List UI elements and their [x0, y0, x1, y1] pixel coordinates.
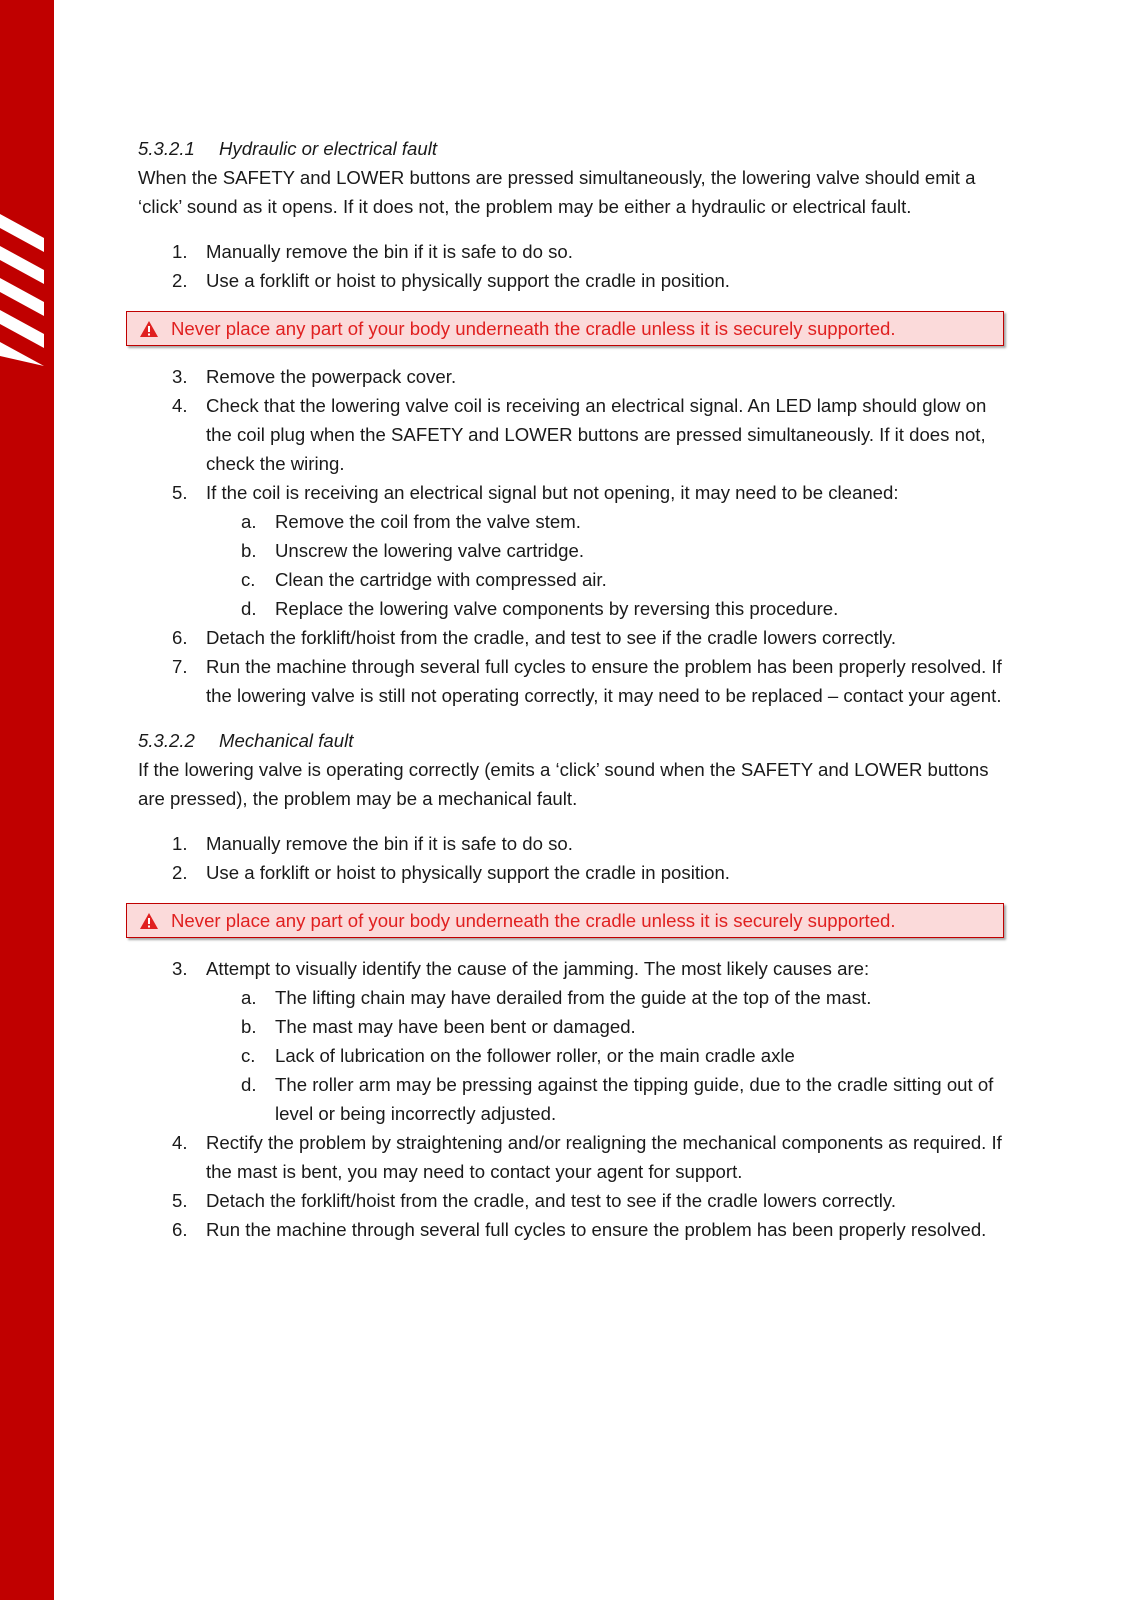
steps-list	[138, 237, 1008, 295]
list-item: 3. Remove the powerpack cover.	[172, 366, 457, 387]
list-item: 7. Run the machine through several full cycles to ensure the problem has been properly resolved. If the lowering valve is still not operating correctly, it may need to be replaced – contact your agent.	[172, 656, 1002, 706]
sub-list-item: b. Unscrew the lowering valve cartridge.	[241, 540, 584, 561]
sub-list-item: b. The mast may have been bent or damaged.	[241, 1016, 636, 1037]
warning-triangle-icon	[139, 320, 159, 338]
document-body	[138, 134, 1008, 1244]
section-heading-mechanical	[138, 726, 1008, 755]
diagonal-stripes-decoration	[0, 214, 44, 366]
list-item: 3. Attempt to visually identify the cause of the jamming. The most likely causes are:	[172, 958, 870, 979]
list-item: 6. Run the machine through several full cycles to ensure the problem has been properly resolved.	[172, 1219, 987, 1240]
list-item: 1. Manually remove the bin if it is safe to do so.	[172, 833, 573, 854]
section-intro: When the SAFETY and LOWER buttons are pressed simultaneously, the lowering valve should emit a ‘click’ sound as it opens. If it does not, the problem may be either a hydraulic or electrical fault.	[138, 167, 976, 217]
section-number: 5.3.2.1	[138, 138, 195, 159]
warning-text: Never place any part of your body underneath the cradle unless it is securely supported.	[171, 318, 896, 339]
list-item: 1. Manually remove the bin if it is safe to do so.	[172, 241, 573, 262]
steps-list	[138, 362, 1008, 710]
warning-box	[126, 903, 1004, 938]
steps-list	[138, 954, 1008, 1244]
sub-list-item: d. Replace the lowering valve components by reversing this procedure.	[241, 598, 839, 619]
section-heading-hydraulic	[138, 134, 1008, 163]
sub-list-item: a. Remove the coil from the valve stem.	[241, 511, 581, 532]
section-number: 5.3.2.2	[138, 730, 195, 751]
sub-list-item: c. Lack of lubrication on the follower roller, or the main cradle axle	[241, 1045, 795, 1066]
list-item: 4. Rectify the problem by straightening and/or realigning the mechanical components as required. If the mast is bent, you may need to contact your agent for support.	[172, 1132, 1002, 1182]
warning-text: Never place any part of your body underneath the cradle unless it is securely supported.	[171, 910, 896, 931]
steps-list	[138, 829, 1008, 887]
list-item: 5. Detach the forklift/hoist from the cradle, and test to see if the cradle lowers correctly.	[172, 1190, 896, 1211]
sub-list-item: d. The roller arm may be pressing against the tipping guide, due to the cradle sitting out of level or being incorrectly adjusted.	[241, 1074, 994, 1124]
list-item: 6. Detach the forklift/hoist from the cradle, and test to see if the cradle lowers correctly.	[172, 627, 896, 648]
list-item: 2. Use a forklift or hoist to physically support the cradle in position.	[172, 862, 730, 883]
section-title: Mechanical fault	[219, 730, 354, 751]
section-title: Hydraulic or electrical fault	[219, 138, 438, 159]
warning-triangle-icon	[139, 912, 159, 930]
list-item: 5. If the coil is receiving an electrical signal but not opening, it may need to be cleaned:	[172, 482, 899, 503]
warning-box	[126, 311, 1004, 346]
list-item: 4. Check that the lowering valve coil is receiving an electrical signal. An LED lamp should glow on the coil plug when the SAFETY and LOWER buttons are pressed simultaneously. If it does not, check the wiring.	[172, 395, 987, 474]
section-intro: If the lowering valve is operating correctly (emits a ‘click’ sound when the SAFETY and LOWER buttons are pressed), the problem may be a mechanical fault.	[138, 759, 989, 809]
sub-list-item: c. Clean the cartridge with compressed air.	[241, 569, 607, 590]
list-item: 2. Use a forklift or hoist to physically support the cradle in position.	[172, 270, 730, 291]
sub-list-item: a. The lifting chain may have derailed from the guide at the top of the mast.	[241, 987, 872, 1008]
